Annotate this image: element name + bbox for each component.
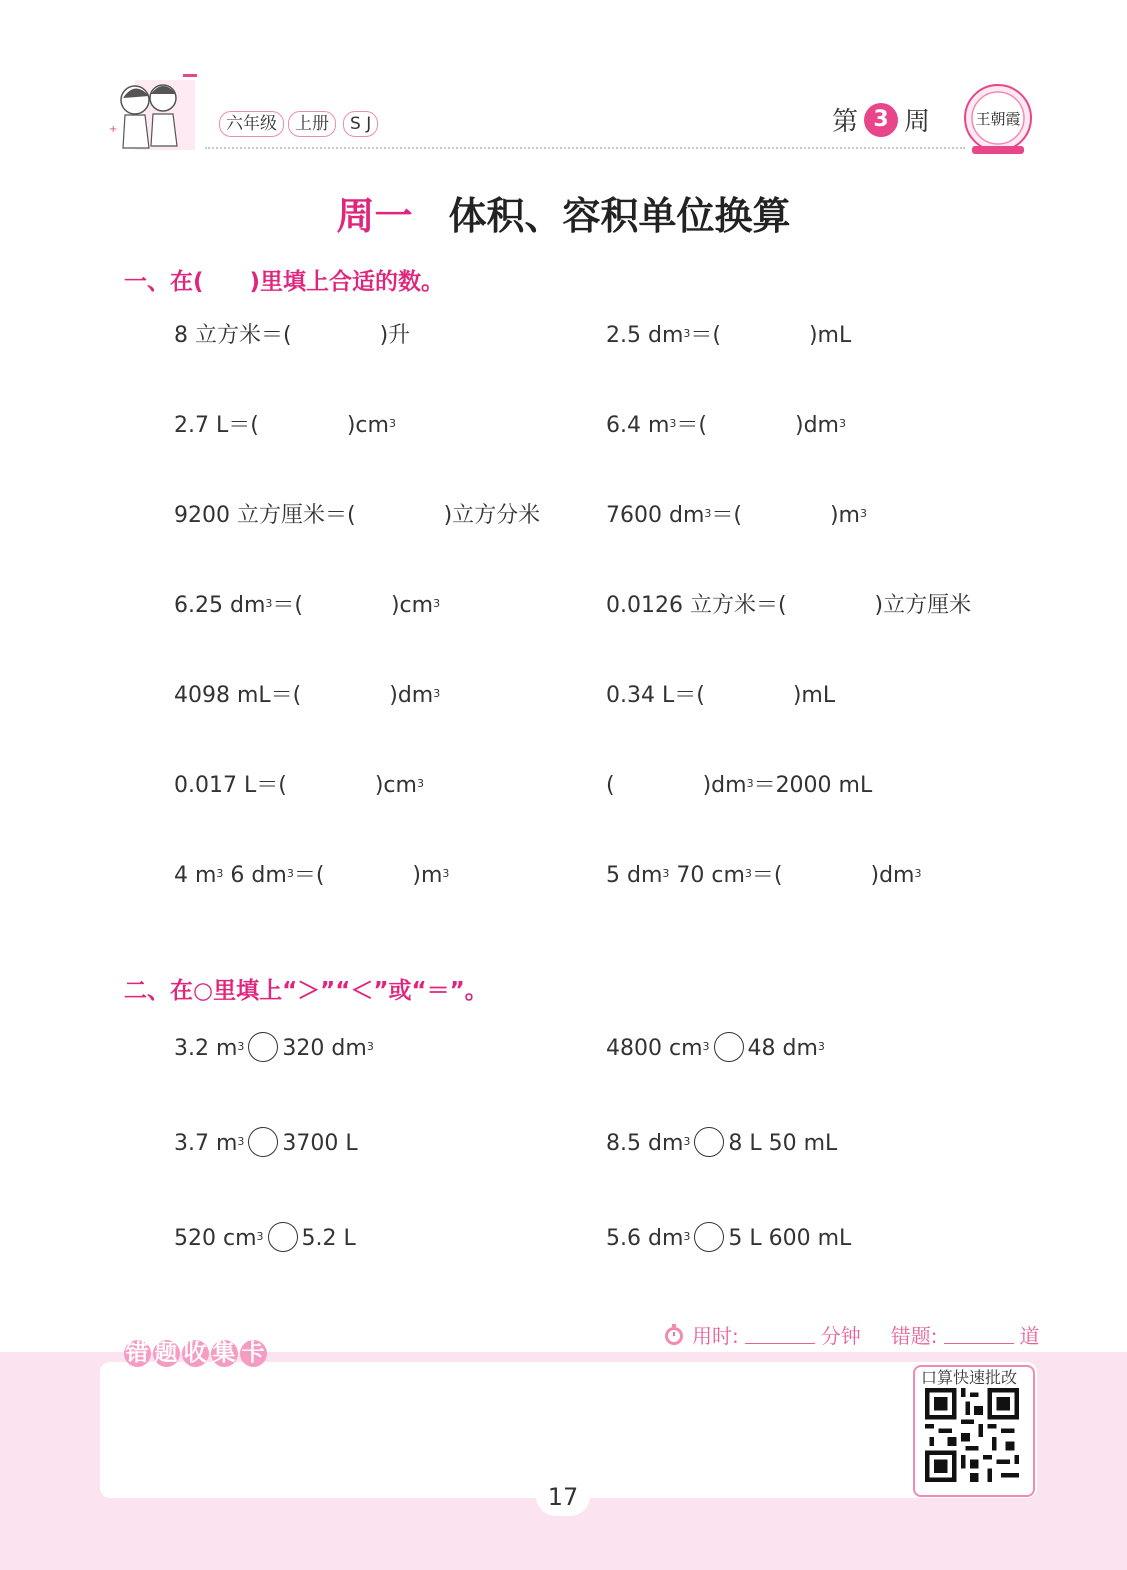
compare-circle-blank[interactable] (268, 1222, 298, 1252)
kids-illustration (105, 70, 205, 155)
conversion-item-right[interactable]: ( )$dm^3=2000$ mL (606, 773, 873, 798)
edition-pill: S J (343, 111, 378, 137)
week-suffix: 周 (904, 107, 931, 137)
qr-code-icon[interactable] (925, 1388, 1019, 1482)
conversion-item-left[interactable]: 9200 立方厘米＝( )立方分米 (174, 503, 541, 528)
time-unit: 分钟 (820, 1324, 861, 1348)
comparison-item-right (606, 1034, 825, 1064)
grade-pill: 六年级 (219, 111, 284, 137)
comparison-item-left (174, 1034, 374, 1064)
volume-pill: 上册 (288, 111, 336, 137)
stopwatch-icon (662, 1323, 686, 1347)
comparison-item-right (606, 1224, 851, 1254)
compare-circle-blank[interactable] (694, 1222, 724, 1252)
conversion-item-right[interactable]: 2.5 $dm^3=$( )mL (606, 323, 852, 348)
comparison-left-operand: 8.5 $dm^3$ (606, 1131, 691, 1156)
compare-circle-blank[interactable] (694, 1127, 724, 1157)
compare-circle-blank[interactable] (248, 1127, 278, 1157)
week-prefix: 第 (832, 107, 859, 137)
time-label: 用时: (692, 1324, 739, 1348)
week-indicator (832, 101, 930, 138)
conversion-item-left[interactable]: 0.017 L＝( )$cm^3$ (174, 773, 424, 798)
conversion-item-left[interactable]: 2.7 L＝( )$cm^3$ (174, 413, 396, 438)
errors-label: 错题: (890, 1324, 938, 1348)
conversion-item-left[interactable]: 4 $m^3$ 6 $dm^3=$( )$m^3$ (174, 863, 450, 888)
conversion-item-right[interactable]: 0.0126 立方米＝( )立方厘米 (606, 593, 972, 618)
conversion-item-right[interactable]: 0.34 L＝( )mL (606, 683, 836, 708)
comparison-item-left (174, 1224, 356, 1254)
compare-circle-blank[interactable] (248, 1032, 278, 1062)
conversion-item-left[interactable]: 4098 mL＝( )$dm^3$ (174, 683, 441, 708)
comparison-right-operand: 3700 L (282, 1131, 358, 1156)
comparison-item-left (174, 1129, 358, 1159)
comparison-right-operand: 320 $dm^3$ (282, 1036, 374, 1061)
comparison-left-operand: 4800 $cm^3$ (606, 1036, 710, 1061)
section1-heading: 一、在( )里填上合适的数。 (124, 269, 445, 295)
errors-blank[interactable] (944, 1325, 1014, 1344)
title-day: 周一 (336, 194, 413, 238)
time-error-record (662, 1320, 1040, 1349)
header-divider (205, 147, 965, 149)
error-card-label: 错 题 收 集 卡 (125, 1340, 266, 1366)
comparison-left-operand: 5.6 $dm^3$ (606, 1226, 691, 1251)
compare-circle-blank[interactable] (714, 1032, 744, 1062)
week-number: 3 (864, 103, 898, 137)
conversion-item-right[interactable]: 7600 $dm^3=$( )$m^3$ (606, 503, 867, 528)
comparison-left-operand: 3.7 $m^3$ (174, 1131, 245, 1156)
conversion-item-right[interactable]: 6.4 $m^3=$( )$dm^3$ (606, 413, 846, 438)
comparison-right-operand: 5 L 600 mL (728, 1226, 852, 1251)
conversion-item-left[interactable]: 6.25 $dm^3=$( )$cm^3$ (174, 593, 441, 618)
svg-text:王朝霞: 王朝霞 (975, 110, 1021, 128)
page-number: 17 (536, 1476, 590, 1516)
title-topic: 体积、容积单位换算 (448, 194, 791, 238)
qr-caption: 口算快速批改 (921, 1368, 1018, 1387)
section2-heading: 二、在○里填上“＞”“＜”或“＝”。 (124, 978, 488, 1004)
comparison-item-right (606, 1129, 837, 1159)
comparison-right-operand: 8 L 50 mL (728, 1131, 838, 1156)
brand-seal-logo (962, 80, 1034, 158)
conversion-item-left[interactable]: 8 立方米＝( )升 (174, 323, 411, 348)
comparison-left-operand: 520 $cm^3$ (174, 1226, 264, 1251)
comparison-right-operand: 5.2 L (301, 1226, 356, 1251)
page-title (0, 185, 1127, 240)
comparison-right-operand: 48 $dm^3$ (747, 1036, 825, 1061)
comparison-left-operand: 3.2 $m^3$ (174, 1036, 245, 1061)
time-blank[interactable] (745, 1325, 815, 1344)
conversion-item-right[interactable]: 5 $dm^3$ 70 $cm^3=$( )$dm^3$ (606, 863, 922, 888)
errors-unit: 道 (1019, 1324, 1040, 1348)
svg-text:+: + (109, 124, 118, 135)
